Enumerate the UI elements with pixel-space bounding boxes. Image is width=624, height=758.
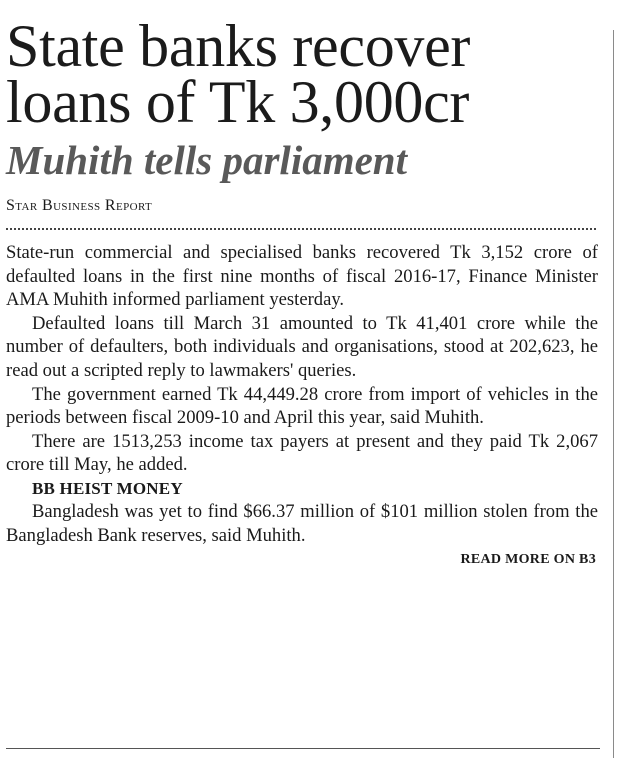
subheadline: Muhith tells parliament — [6, 137, 407, 183]
read-more-link[interactable]: READ MORE ON B3 — [460, 552, 596, 568]
dotted-divider — [6, 228, 596, 230]
bottom-divider — [6, 748, 600, 749]
paragraph-2: Defaulted loans till March 31 amounted to Tk 41,401 crore while the number of defaulters, both individuals and organisations, stood at 202,623, he read out a scripted reply to lawmakers' queries. — [6, 312, 598, 381]
column-divider — [613, 30, 614, 758]
headline-line-2: loans of Tk 3,000cr — [6, 69, 470, 135]
article-body — [6, 241, 598, 570]
headline-line-1: State banks recover — [6, 13, 471, 79]
section-heading: BB HEIST MONEY — [32, 478, 183, 498]
paragraph-1: State-run commercial and specialised banks recovered Tk 3,152 crore of defaulted loans in the first nine months of fiscal 2016-17, Finance Minister AMA Muhith informed parliament yesterday. — [6, 242, 598, 311]
paragraph-4: There are 1513,253 income tax payers at present and they paid Tk 2,067 crore till May, he added. — [6, 430, 598, 476]
paragraph-3: The government earned Tk 44,449.28 crore from import of vehicles in the periods between fiscal 2009-10 and April this year, said Muhith. — [6, 383, 598, 429]
headline — [6, 0, 598, 135]
paragraph-5: Bangladesh was yet to find $66.37 million of $101 million stolen from the Bangladesh Bank reserves, said Muhith. — [6, 500, 598, 546]
news-article — [6, 0, 598, 758]
byline: Star Business Report — [6, 197, 153, 214]
